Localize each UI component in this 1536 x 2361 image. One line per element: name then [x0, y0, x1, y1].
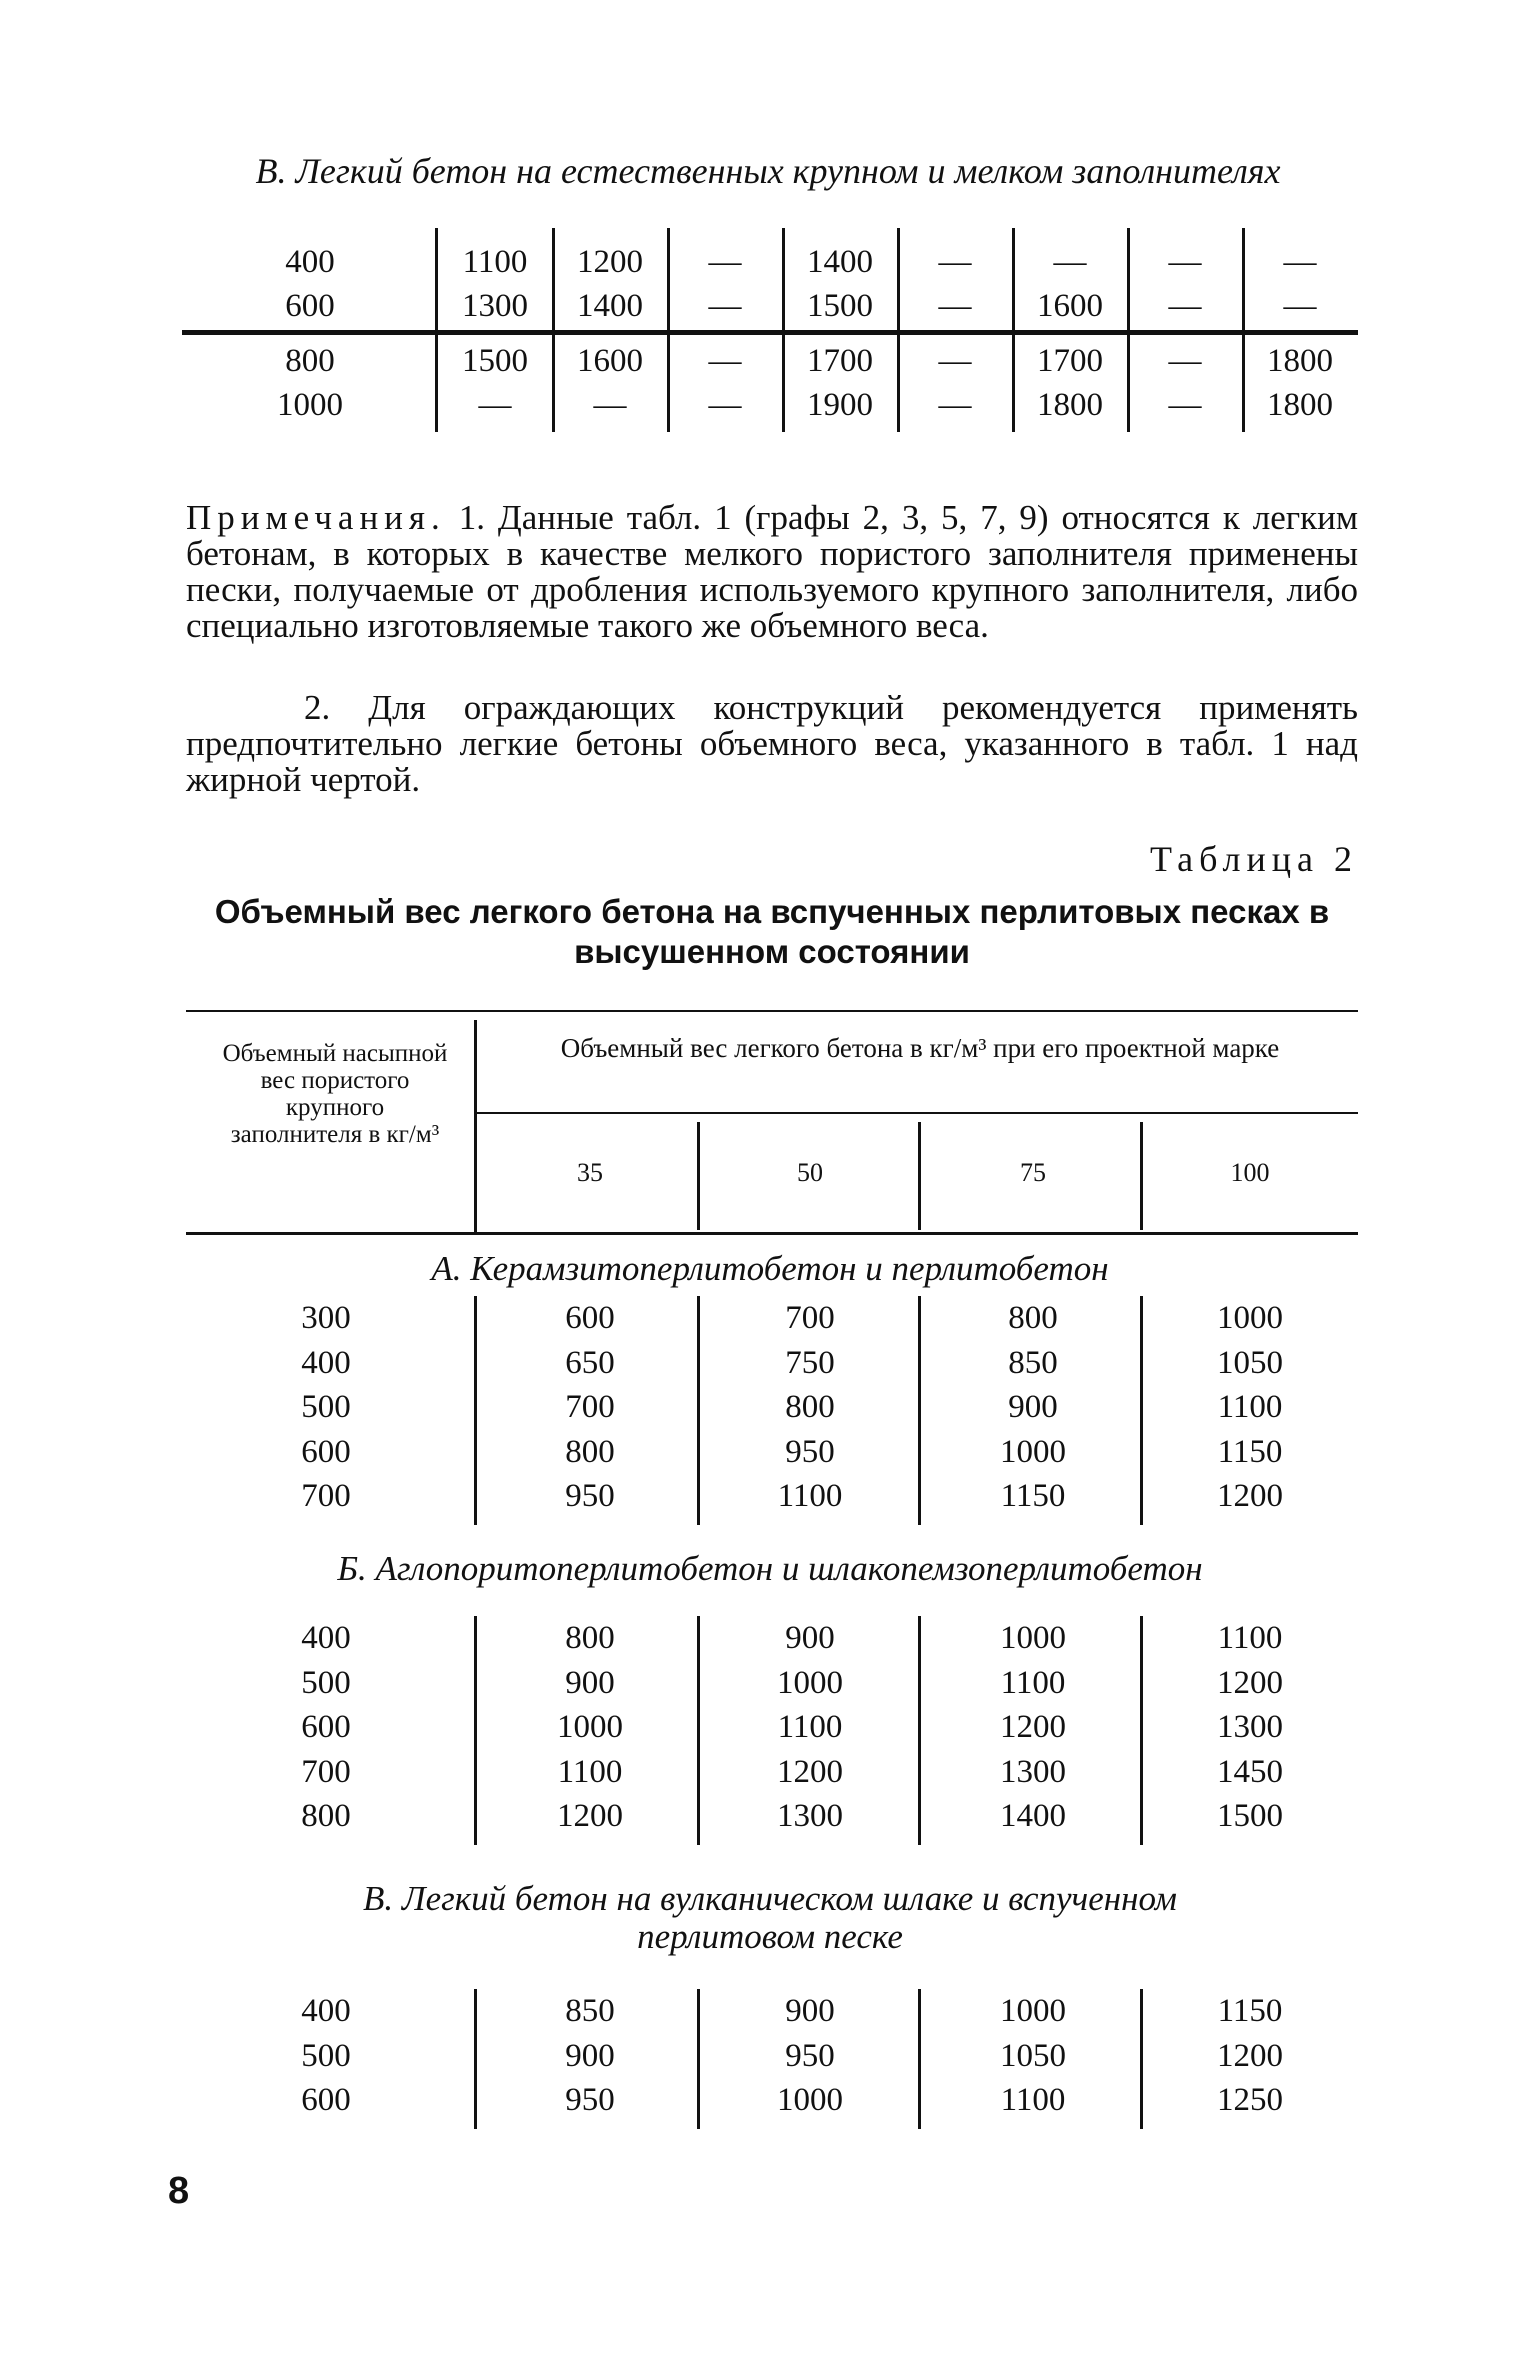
table2-column-divider — [918, 1616, 921, 1845]
table1-cell: — — [1168, 387, 1202, 423]
table2-grade-divider — [697, 1122, 700, 1230]
table2-cell: 600 — [565, 1300, 615, 1336]
table2-grade-divider — [918, 1122, 921, 1230]
table1-cell: 1500 — [807, 288, 873, 324]
table2-cell: 1100 — [777, 1478, 843, 1514]
table2-header-right: Объемный вес легкого бетона в кг/м³ при его проектной марке — [560, 1033, 1280, 1063]
table2-column-divider — [474, 1616, 477, 1845]
table2-cell: 400 — [301, 1620, 351, 1656]
table2-title: Объемный вес легкого бетона на вспученных перлитовых песках в высушенном состоянии — [214, 893, 1330, 970]
table1-cell: 1700 — [1037, 343, 1103, 379]
table1-cell: 1400 — [807, 244, 873, 280]
table2-cell: 1150 — [1217, 1993, 1283, 2029]
table2-cell: 500 — [301, 2037, 351, 2074]
table2-column-divider — [697, 1296, 700, 1525]
table2-cell: 750 — [785, 1344, 835, 1381]
note-1 — [186, 500, 1358, 644]
table2-cell: 700 — [785, 1300, 835, 1336]
table1-cell: 1800 — [1037, 387, 1103, 423]
table2-cell: 1200 — [557, 1798, 623, 1834]
table1-cell: — — [708, 387, 742, 423]
table2-cell: 1300 — [1000, 1753, 1066, 1790]
table2-column-divider — [1140, 1989, 1143, 2129]
table2-column-divider — [1140, 1616, 1143, 1845]
table1-cell: 1900 — [807, 387, 873, 423]
table2-column-divider — [1140, 1296, 1143, 1525]
table2-grade-header: 100 — [1230, 1158, 1270, 1187]
table2-cell: 1300 — [1217, 1709, 1283, 1745]
note-1-text: 1. Данные табл. 1 (графы 2, 3, 5, 7, 9) относятся к легким бетонам, в которых в качестве мелкого пористого заполнителя применены пески, получаемые от дробления используемого крупного заполнителя, либо специально изготовляемые такого же объемного веса. — [186, 498, 1358, 645]
table2-cell: 1200 — [1217, 1664, 1283, 1701]
table1-cell: 1800 — [1267, 387, 1333, 423]
table2-column-divider — [918, 1296, 921, 1525]
table2-header-divider — [474, 1020, 477, 1232]
table2-cell: 1100 — [1217, 1389, 1283, 1425]
table2-cell: 800 — [785, 1389, 835, 1425]
table2-cell: 1250 — [1217, 2082, 1283, 2118]
table2-cell: 1100 — [1217, 1620, 1283, 1656]
table2-cell: 1100 — [1000, 1664, 1066, 1701]
page-number: 8 — [168, 2170, 190, 2212]
table2-cell: 1000 — [777, 2082, 843, 2118]
table1-cell: 1600 — [1037, 288, 1103, 324]
table2-header-bottom-rule — [186, 1232, 1358, 1235]
table2-cell: 800 — [565, 1620, 615, 1656]
table1-cell: 1400 — [577, 288, 643, 324]
table2-cell: 1100 — [777, 1709, 843, 1745]
table2-cell: 900 — [1008, 1389, 1058, 1425]
table1-cell: 1200 — [577, 244, 643, 280]
table1-cell: — — [1168, 343, 1202, 379]
table1-cell: — — [1283, 288, 1317, 324]
table1-cell: — — [938, 244, 972, 280]
table2-cell: 1000 — [557, 1709, 623, 1745]
table2-cell: 1150 — [1217, 1433, 1283, 1470]
table1-cell: 1300 — [462, 288, 528, 324]
table2-cell: 950 — [565, 1478, 615, 1514]
table2-grade-header: 50 — [797, 1158, 823, 1187]
table1-section-title: В. Легкий бетон на естественных крупном и мелком заполнителях — [255, 151, 1281, 191]
table2-section-title: Б. Аглопоритоперлитобетон и шлакопемзоперлитобетон — [337, 1549, 1203, 1588]
table2-column-divider — [474, 1296, 477, 1525]
table2-cell: 1050 — [1000, 2037, 1066, 2074]
table1-bold-rule — [182, 330, 1358, 335]
table2-cell: 1000 — [1217, 1300, 1283, 1336]
table1-cell: — — [1053, 244, 1087, 280]
table2-header-mid-rule — [477, 1112, 1358, 1114]
table2-cell: 300 — [301, 1300, 351, 1336]
table2-cell: 1200 — [1217, 1478, 1283, 1514]
table2-cell: 1200 — [777, 1753, 843, 1790]
table2-column-divider — [918, 1989, 921, 2129]
table1-cell: — — [938, 288, 972, 324]
table2-grade-divider — [1140, 1122, 1143, 1230]
table2-cell: 650 — [565, 1344, 615, 1381]
note-2-text: 2. Для ограждающих конструкций рекомендуется применять предпочтительно легкие бетоны объемного веса, указанного в табл. 1 над жирной чертой. — [186, 688, 1358, 799]
table2-cell: 400 — [301, 1993, 351, 2029]
table2-column-divider — [697, 1616, 700, 1845]
table2-cell: 500 — [301, 1664, 351, 1701]
table1-cell: 600 — [285, 288, 335, 324]
table1-cell: 1800 — [1267, 343, 1333, 379]
table2-cell: 600 — [301, 1433, 351, 1470]
table2-cell: 800 — [1008, 1300, 1058, 1336]
table2-grade-header: 35 — [577, 1158, 603, 1187]
table2-cell: 500 — [301, 1389, 351, 1425]
table1-cell: — — [1168, 288, 1202, 324]
table2-cell: 850 — [565, 1993, 615, 2029]
table2-cell: 1450 — [1217, 1753, 1283, 1790]
table1-cell: 400 — [285, 244, 335, 280]
table2-cell: 900 — [565, 2037, 615, 2074]
table2-cell: 1300 — [777, 1798, 843, 1834]
table2-column-divider — [474, 1989, 477, 2129]
table1-cell: 1000 — [277, 387, 343, 423]
table2-cell: 600 — [301, 1709, 351, 1745]
table2-cell: 1200 — [1217, 2037, 1283, 2074]
table2-cell: 1100 — [1000, 2082, 1066, 2118]
table2-cell: 1200 — [1000, 1709, 1066, 1745]
table1-cell: — — [1283, 244, 1317, 280]
table2-cell: 950 — [565, 2082, 615, 2118]
table2-cell: 950 — [785, 1433, 835, 1470]
table2-section-title: А. Керамзитоперлитобетон и перлитобетон — [431, 1249, 1109, 1288]
table1-cell: — — [1168, 244, 1202, 280]
note-2 — [186, 690, 1358, 798]
table1-cell: — — [708, 343, 742, 379]
table1-cell: — — [708, 288, 742, 324]
table2-cell: 800 — [565, 1433, 615, 1470]
table2-cell: 700 — [301, 1478, 351, 1514]
table2-cell: 600 — [301, 2082, 351, 2118]
table2-cell: 700 — [301, 1753, 351, 1790]
table2-label: Таблица 2 — [1150, 839, 1358, 879]
table2-cell: 900 — [565, 1664, 615, 1701]
table1-cell: 800 — [285, 343, 335, 379]
table2-cell: 900 — [785, 1620, 835, 1656]
table2-cell: 950 — [785, 2037, 835, 2074]
table2-column-divider — [697, 1989, 700, 2129]
table1-cell: 1500 — [462, 343, 528, 379]
notes-label: Примечания. — [186, 498, 446, 537]
table1-cell: 1100 — [462, 244, 528, 280]
table2-cell: 1100 — [557, 1753, 623, 1790]
table2-cell: 800 — [301, 1798, 351, 1834]
table2-grade-header: 75 — [1020, 1158, 1046, 1187]
table1-cell: — — [708, 244, 742, 280]
table2-cell: 1400 — [1000, 1798, 1066, 1834]
table1-cell: 1700 — [807, 343, 873, 379]
table2-cell: 700 — [565, 1389, 615, 1425]
table1-cell: — — [938, 387, 972, 423]
table2-cell: 1000 — [1000, 1620, 1066, 1656]
table2-cell: 400 — [301, 1344, 351, 1381]
table2-cell: 1000 — [777, 1664, 843, 1701]
table2-header-left: Объемный насыпной вес пористого крупного заполнителя в кг/м³ — [222, 1040, 448, 1148]
table2-cell: 900 — [785, 1993, 835, 2029]
table2-cell: 1000 — [1000, 1433, 1066, 1470]
table2-cell: 850 — [1008, 1344, 1058, 1381]
table2-cell: 1150 — [1000, 1478, 1066, 1514]
table1-cell: — — [593, 387, 627, 423]
table2-section-title: В. Легкий бетон на вулканическом шлаке и вспученном перлитовом песке — [363, 1879, 1177, 1956]
table1-cell: — — [938, 343, 972, 379]
table2-top-rule — [186, 1010, 1358, 1012]
table2-cell: 1500 — [1217, 1798, 1283, 1834]
table2-cell: 1000 — [1000, 1993, 1066, 2029]
table2-cell: 1050 — [1217, 1344, 1283, 1381]
table1-cell: — — [478, 387, 512, 423]
table1-cell: 1600 — [577, 343, 643, 379]
